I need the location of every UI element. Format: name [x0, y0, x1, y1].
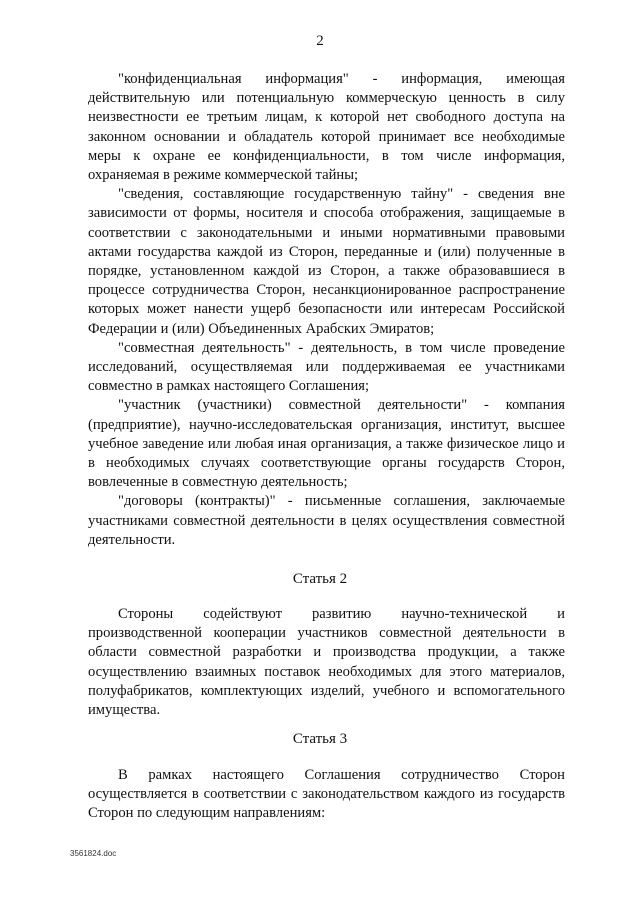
definition-paragraph: "совместная деятельность" - деятельность, в том числе проведение исследований, осуществляемая или поддерживаемая ее участниками совместно в рамках настоящего Соглашения; [88, 339, 565, 395]
definitions-section [88, 70, 565, 550]
definition-paragraph: "договоры (контракты)" - письменные соглашения, заключаемые участниками совместной деятельности в целях осуществления совместной деятельности. [88, 493, 565, 548]
article-2-heading: Статья 2 [292, 571, 348, 587]
definition-paragraph: "конфиденциальная информация" - информация, имеющая действительную или потенциальную коммерческую ценность в силу неизвестности ее третьим лицам, к которой нет свободного доступа на законном основании и обладатель которой принимает все необходимые меры к охране ее конфиденциальности, в том числе информация, охраняемая в режиме коммерческой тайны; [88, 71, 565, 184]
article-3-heading: Статья 3 [292, 731, 348, 747]
definition-paragraph: "участник (участники) совместной деятельности" - компания (предприятие), научно-исследовательская организация, институт, высшее учебное заведение или любая иная организация, а также физическое лицо и в необходимых случаях соответствующие органы государств Сторон, вовлеченные в совместную деятельность; [88, 397, 565, 491]
page-number: 2 [316, 33, 324, 49]
article-3-text: В рамках настоящего Соглашения сотрудничество Сторон осуществляется в соответствии с законодательством каждого из государств Сторон по следующим направлениям: [88, 767, 565, 822]
footer-filename: 3561824.doc [70, 849, 117, 858]
article-2-text: Стороны содействуют развитию научно-технической и производственной кооперации участников совместной деятельности в области совместной разработки и производства продукции, а также осуществлению взаимных поставок необходимых для этого материалов, полуфабрикатов, комплектующих изделий, учебного и вспомогательного имущества. [88, 606, 565, 719]
article-3-section [88, 766, 565, 824]
definition-paragraph: "сведения, составляющие государственную тайну" - сведения вне зависимости от формы, носителя и способа отображения, защищаемые в соответствии с законодательными и иными нормативными правовыми актами государства каждой из Сторон, переданные и (или) полученные в порядке, установленном каждой из Сторон, а также образовавшиеся в процессе сотрудничества Сторон, несанкционированное распространение которых может нанести ущерб безопасности или интересам Российской Федерации и (или) Объединенных Арабских Эмиратов; [88, 186, 565, 337]
article-2-section [88, 605, 565, 720]
